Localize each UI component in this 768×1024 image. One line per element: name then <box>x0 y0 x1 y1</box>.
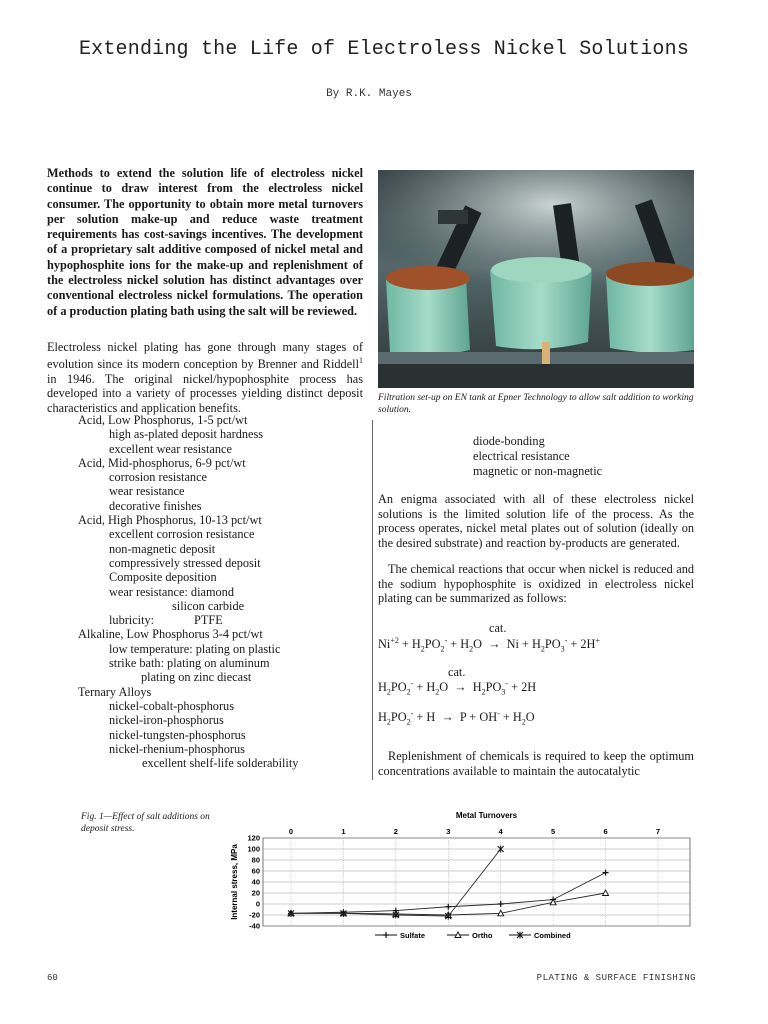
process-category: Ternary Alloys <box>78 684 152 699</box>
process-property: corrosion resistance <box>109 470 207 485</box>
chart-y-tick-label: 100 <box>247 844 260 854</box>
process-property: silicon carbide <box>172 598 245 613</box>
application-item: magnetic or non-magnetic <box>473 464 603 478</box>
process-category: Acid, Low Phosphorus, 1-5 pct/wt <box>78 413 248 427</box>
chart-y-tick-label: 0 <box>255 899 260 909</box>
process-property: lubricity: PTFE <box>109 613 223 628</box>
chart-title: Metal Turnovers <box>455 811 518 820</box>
replenishment-paragraph: Replenishment of chemicals is required to keep the optimum concentrations available to maintain the autocatalytic <box>378 749 694 778</box>
process-property: nickel-rhenium-phosphorus <box>109 741 245 756</box>
application-item: electrical resistance <box>473 449 570 463</box>
equation-3: $H_2PO_2^- + H \to P + OH^- + H_2O$ <box>378 709 535 727</box>
process-property: Composite deposition <box>109 570 217 585</box>
chart-x-tick-label: 5 <box>551 827 556 836</box>
intro-text-2: in 1946. The original nickel/hypophosphite process has developed into a variety of processes yielding distinct deposit characteristics and application benefits. <box>47 371 363 415</box>
column-divider <box>372 420 373 780</box>
process-property: non-magnetic deposit <box>109 541 216 556</box>
process-property: nickel-cobalt-phosphorus <box>109 698 234 713</box>
legend-label-ortho: Ortho <box>472 931 493 940</box>
process-property: low temperature: plating on plastic <box>109 641 281 656</box>
journal-name: PLATING & SURFACE FINISHING <box>536 973 696 983</box>
process-property: wear resistance: diamond <box>109 584 234 599</box>
process-property: compressively stressed deposit <box>109 555 261 570</box>
chemistry-paragraph: The chemical reactions that occur when nickel is reduced and the sodium hypophosphite is oxidized in electroless nickel plating can be summarized as follows: <box>378 562 694 605</box>
intro-paragraph <box>47 340 363 415</box>
process-category: Acid, Mid-phosphorus, 6-9 pct/wt <box>78 455 246 470</box>
chart-y-tick-label: 120 <box>247 833 260 843</box>
catalyst-label: cat. <box>489 621 507 635</box>
author-byline: By R.K. Mayes <box>326 88 412 100</box>
chart-x-tick-label: 2 <box>393 827 398 836</box>
process-property: nickel-iron-phosphorus <box>109 713 224 728</box>
process-property: excellent wear resistance <box>109 441 232 456</box>
chart-y-tick-label: 40 <box>251 877 260 887</box>
equation-1: $Ni^{+2} + H_2PO_2^- + H_2O \to Ni + H_2PO_3^- + 2H^+$ <box>378 636 600 654</box>
chart-y-tick-label: -40 <box>249 921 260 931</box>
chart-y-tick-label: -20 <box>249 910 260 920</box>
process-property: wear resistance <box>109 484 185 499</box>
figure-caption: Fig. 1—Effect of salt additions on deposit stress. <box>81 812 210 834</box>
process-property: plating on zinc diecast <box>141 670 252 685</box>
process-property: nickel-tungsten-phosphorus <box>109 727 246 742</box>
reference-marker: 1 <box>359 356 363 366</box>
chart-x-tick-label: 4 <box>498 827 503 836</box>
process-category: Alkaline, Low Phosphorus 3-4 pct/wt <box>78 627 263 642</box>
enigma-paragraph: An enigma associated with all of these electroless nickel solutions is the limited solution life of the process. As the process operates, nickel metal plates out of solution (ideally on the desired substrate) and reaction by-products are generated. <box>378 492 694 550</box>
process-list <box>47 413 377 770</box>
stress-chart <box>225 808 695 948</box>
chart-x-tick-label: 6 <box>603 827 608 836</box>
abstract: Methods to extend the solution life of electroless nickel continue to draw interest from the electroless nickel consumer. The opportunity to obtain more metal turnovers per solution make-up and reduce waste treatment requirements has cost-savings incentives. The development of a proprietary salt additive composed of nickel metal and hypophosphite ions for the make-up and replenishment of the electroless nickel solution has distinct advantages over conventional electroless nickel formulations. The operation of a production plating bath using the salt will be reviewed. <box>47 166 363 318</box>
process-property: excellent corrosion resistance <box>109 527 255 542</box>
equation-2: $H_2PO_2^- + H_2O \to H_2PO_3^- + 2H$ <box>378 679 537 697</box>
filtration-photo <box>378 170 694 388</box>
chart-y-tick-label: 80 <box>251 855 260 865</box>
photo-caption: Filtration set-up on EN tank at Epner Technology to allow salt addition to working solution. <box>378 393 694 415</box>
chart-point-sulfate <box>603 870 609 876</box>
legend-label-sulfate: Sulfate <box>400 931 426 940</box>
legend-marker-sulfate <box>383 932 389 938</box>
process-category: Acid, High Phosphorus, 10-13 pct/wt <box>78 513 262 528</box>
catalyst-label: cat. <box>448 665 466 679</box>
chart-x-tick-label: 0 <box>288 827 294 836</box>
chart-ylabel: Internal stress, MPa <box>230 844 239 920</box>
article-title: Extending the Life of Electroless Nickel Solutions <box>78 38 690 61</box>
application-list <box>473 434 602 479</box>
process-property: decorative finishes <box>109 498 202 513</box>
chart-x-tick-label: 3 <box>446 827 451 836</box>
legend-label-combined: Combined <box>534 931 571 940</box>
chart-x-tick-label: 7 <box>655 827 661 836</box>
chart-point-sulfate <box>445 904 451 910</box>
process-property: strike bath: plating on aluminum <box>109 656 270 671</box>
intro-text-1: Electroless nickel plating has gone through many stages of evolution since its modern conception by Brenner and Riddell <box>47 340 363 372</box>
page-number: 60 <box>47 973 58 983</box>
chart-x-tick-label: 1 <box>341 827 346 836</box>
application-item: diode-bonding <box>473 434 545 448</box>
chart-y-tick-label: 20 <box>251 888 260 898</box>
process-property: excellent shelf-life solderability <box>142 756 299 771</box>
process-property: high as-plated deposit hardness <box>109 427 264 442</box>
chart-point-sulfate <box>498 901 504 907</box>
chart-y-tick-label: 60 <box>251 866 260 876</box>
